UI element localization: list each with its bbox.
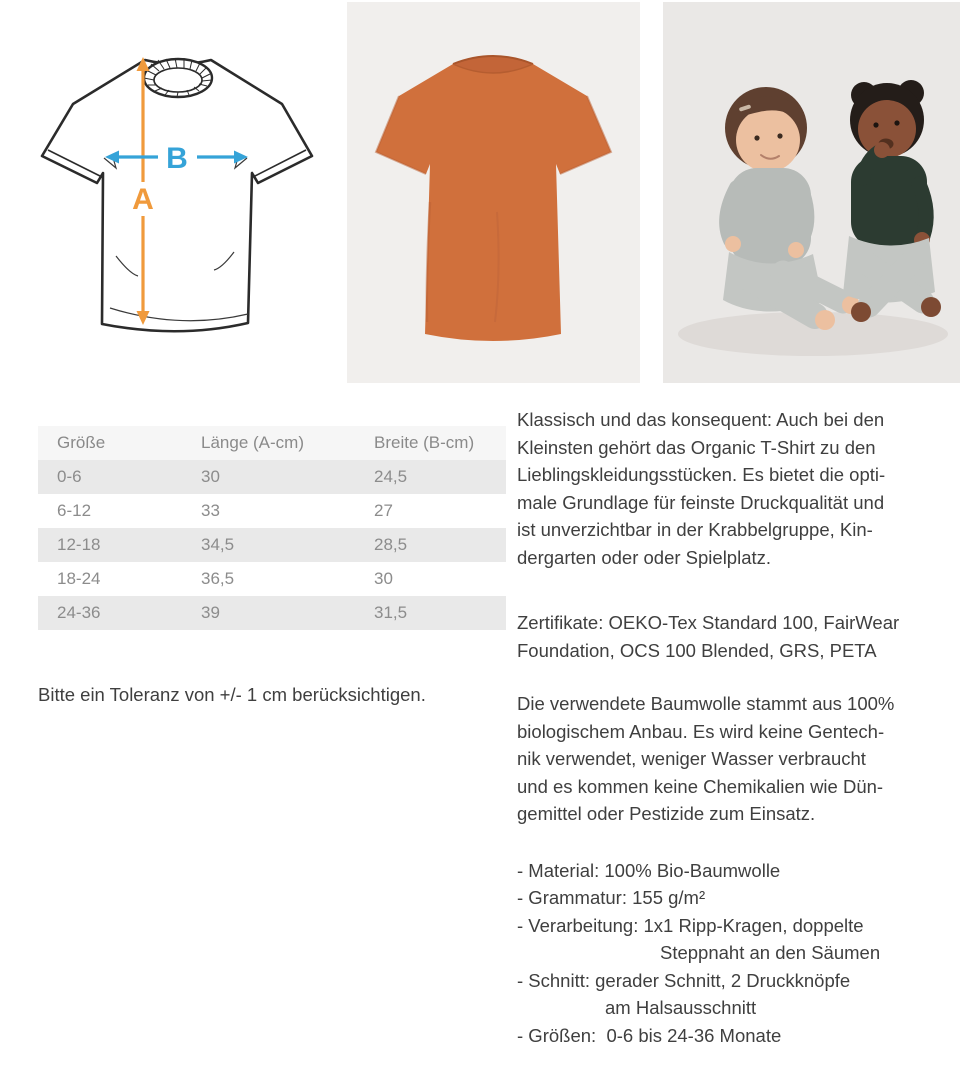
text-line: Klassisch und das konsequent: Auch bei den (517, 409, 885, 430)
size-table-cell: 24,5 (355, 460, 506, 494)
spec-line: - Grammatur: 155 g/m² (517, 887, 706, 908)
size-table-cell: 31,5 (355, 596, 506, 630)
size-table-cell: 0-6 (38, 460, 182, 494)
text-line: ist unverzichtbar in der Krabbelgruppe, Kin- (517, 519, 873, 540)
size-table-cell: 6-12 (57, 501, 92, 520)
size-table-cell: 12-18 (38, 528, 182, 562)
text-line: nik verwendet, weniger Wasser verbraucht (517, 748, 866, 769)
product-photo-panel (347, 2, 640, 383)
size-table-row (38, 460, 506, 494)
size-table-body (38, 460, 506, 630)
size-table (38, 426, 506, 630)
spec-list (517, 857, 957, 1050)
models-photo-panel (663, 2, 960, 383)
text-line: Kleinsten gehört das Organic T-Shirt zu den (517, 436, 876, 458)
size-table-cell: 33 (201, 501, 220, 520)
size-table-cell: 30 (374, 569, 393, 588)
text-line: Zertifikate: OEKO-Tex Standard 100, FairWear (517, 612, 900, 633)
text-line: gemittel oder Pestizide zum Einsatz. (517, 803, 816, 824)
spec-line: - Verarbeitung: 1x1 Ripp-Kragen, doppelte (517, 914, 864, 936)
length-label-a: A (132, 183, 154, 216)
text-line: und es kommen keine Chemikalien wie Dün- (517, 775, 884, 797)
spec-line: - Material: 100% Bio-Baumwolle (517, 859, 781, 881)
size-table-header-row (38, 426, 506, 460)
babies-photo-illustration (663, 2, 960, 383)
product-description (517, 406, 957, 1049)
spec-line: - Größen: 0-6 bis 24-36 Monate (517, 1024, 782, 1046)
ribbed-collar (144, 58, 212, 97)
orange-tshirt-photo (347, 2, 640, 383)
size-table-cell: 34,5 (182, 528, 355, 562)
size-table-row (38, 528, 506, 562)
text-line: biologischem Anbau. Es wird keine Gentech- (517, 720, 885, 742)
description-paragraph-1 (517, 406, 957, 571)
tshirt-measurement-diagram (20, 30, 320, 360)
text-line: Die verwendete Baumwolle stammt aus 100% (517, 693, 895, 714)
size-diagram (20, 30, 320, 360)
size-table-cell: 18-24 (57, 569, 101, 588)
size-table-header-cell: Größe (38, 426, 182, 460)
size-table-cell: 27 (374, 501, 393, 520)
size-table-row (38, 596, 506, 630)
size-table-cell: 36,5 (201, 569, 235, 588)
cotton-paragraph (517, 690, 957, 828)
width-label-b: B (166, 142, 188, 175)
size-table-row (38, 562, 506, 596)
tolerance-note: Bitte ein Toleranz von +/- 1 cm berücksichtigen. (38, 684, 426, 705)
certificates-paragraph (517, 609, 957, 664)
spec-line: Steppnaht an den Säumen (660, 942, 881, 963)
size-table-cell: 30 (182, 460, 355, 494)
size-table-cell: 24-36 (38, 596, 182, 630)
tshirt-outline (42, 60, 312, 331)
size-table-cell: 39 (182, 596, 355, 630)
spec-line: - Schnitt: gerader Schnitt, 2 Druckknöpfe (517, 969, 851, 991)
spec-line: am Halsausschnitt (605, 997, 757, 1018)
size-table-header-cell: Breite (B-cm) (355, 426, 506, 460)
text-line: dergarten oder oder Spielplatz. (517, 546, 772, 568)
text-line: Lieblingskleidungsstücken. Es bietet die opti- (517, 464, 886, 485)
text-line: male Grundlage für feinste Druckqualität und (517, 491, 885, 513)
size-table-cell: 28,5 (355, 528, 506, 562)
size-table-row (38, 494, 506, 528)
size-table-header-cell: Länge (A-cm) (182, 426, 355, 460)
text-line: Foundation, OCS 100 Blended, GRS, PETA (517, 639, 877, 661)
